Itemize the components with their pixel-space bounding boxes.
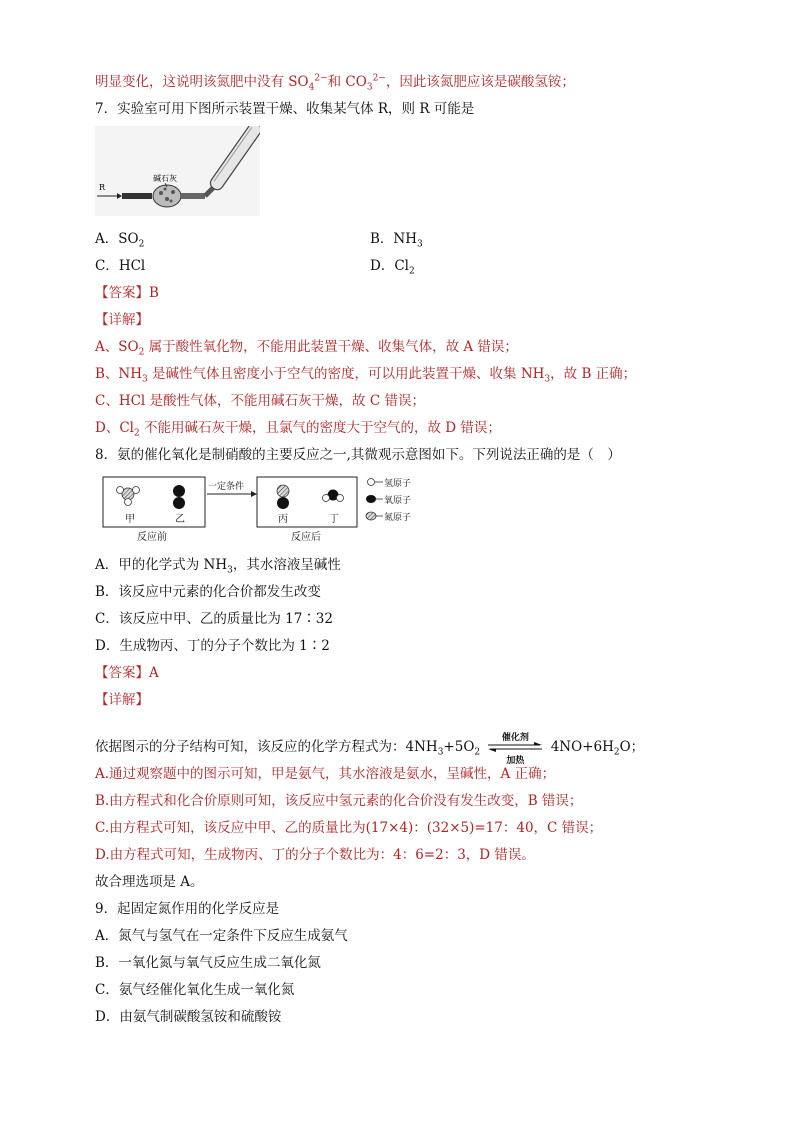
q8-explain-c: C.由方程式可知，该反应中甲、乙的质量比为(17×4)：(32×5)=17：40，C 错误； bbox=[95, 820, 603, 836]
label-condition: 一定条件 bbox=[208, 482, 245, 492]
intro-sub-a: 4 bbox=[308, 82, 315, 93]
q7-option-c: C．HCl bbox=[95, 258, 146, 274]
q8-equation: 依据图示的分子结构可知，该反应的化学方程式为：$4NH_3+5O_2$ 催化剂 加热 $4NO+6H_2O$； bbox=[95, 737, 644, 758]
molecule-yi bbox=[173, 485, 185, 509]
q8-option-d: D．生成物丙、丁的分子个数比为 1∶2 bbox=[95, 638, 330, 654]
box-after bbox=[257, 477, 357, 527]
label-ding: 丁 bbox=[329, 514, 339, 525]
q8-option-b: B．该反应中元素的化合价都发生改变 bbox=[95, 584, 321, 600]
q8-option-c: C．该反应中甲、乙的质量比为 17∶32 bbox=[95, 611, 333, 627]
q7-explain-c: C、HCl 是酸性气体，不能用碱石灰干燥，故 C 错误； bbox=[95, 393, 425, 409]
label-bing: 丙 bbox=[278, 514, 288, 525]
legend-oxygen: 氧原子 bbox=[384, 496, 412, 506]
legend-nitrogen: 氮原子 bbox=[384, 513, 412, 523]
label-R: R bbox=[99, 183, 106, 192]
q8-explain-a: A.通过观察题中的图示可知，甲是氨气，其水溶液是氨水，呈碱性，A 正确； bbox=[95, 766, 556, 782]
q7-apparatus-figure bbox=[95, 126, 260, 216]
molecule-bing bbox=[277, 485, 289, 509]
q7-option-a: A．$SO_2$ bbox=[95, 231, 145, 250]
label-after: 反应后 bbox=[291, 532, 321, 543]
q8-answer: 【答案】A bbox=[95, 665, 159, 681]
label-yi: 乙 bbox=[175, 514, 185, 525]
intro-sub-b: 3 bbox=[366, 82, 373, 93]
q8-stem: 8．氨的催化氧化是制硝酸的主要反应之一,其微观示意图如下。下列说法正确的是（ ） bbox=[95, 447, 621, 463]
box-before bbox=[103, 477, 205, 527]
q9-option-d: D．由氨气制碳酸氢铵和硫酸铵 bbox=[95, 1009, 282, 1025]
q8-explain-b: B.由方程式和化合价原则可知，该反应中氢元素的化合价没有发生改变，B 错误； bbox=[95, 793, 583, 809]
q7-detail-title: 【详解】 bbox=[95, 312, 149, 328]
q7-option-b: B．$NH_3$ bbox=[370, 231, 423, 250]
intro-text-c: ，因此该氮肥应该是碳酸氢铵； bbox=[385, 74, 575, 90]
reaction-arrow bbox=[488, 732, 542, 766]
q9-option-a: A．氮气与氢气在一定条件下反应生成氨气 bbox=[95, 928, 348, 944]
intro-sup-b: 2− bbox=[372, 73, 386, 84]
label-jia: 甲 bbox=[125, 514, 135, 525]
label-catalyst: 催化剂 bbox=[501, 732, 529, 743]
drying-bulb bbox=[153, 185, 181, 207]
q7-explain-d: D、$Cl_2$ 不能用碱石灰干燥，且氯气的密度大于空气的，故 D 错误； bbox=[95, 420, 501, 439]
label-heat: 加热 bbox=[506, 755, 525, 766]
q8-micro-figure bbox=[95, 472, 455, 544]
q7-option-d: D．$Cl_2$ bbox=[370, 258, 415, 277]
molecule-jia bbox=[117, 487, 140, 506]
intro-line bbox=[95, 72, 575, 92]
q9-stem: 9．起固定氮作用的化学反应是 bbox=[95, 901, 280, 917]
molecule-ding bbox=[323, 490, 344, 502]
q7-stem: 7．实验室可用下图所示装置干燥、收集某气体 R，则 R 可能是 bbox=[95, 101, 475, 117]
q8-conclusion: 故合理选项是 A。 bbox=[95, 874, 204, 890]
inlet-tube bbox=[122, 193, 152, 199]
q7-explain-a: A、$SO_2$ 属于酸性氧化物，不能用此装置干燥、收集气体，故 A 错误； bbox=[95, 339, 518, 358]
q8-detail-title: 【详解】 bbox=[95, 692, 149, 708]
q8-option-a: A．甲的化学式为 $NH_3$，其水溶液呈碱性 bbox=[95, 557, 341, 576]
q7-explain-b: B、$NH_3$ 是碱性气体且密度小于空气的密度，可以用此装置干燥、收集 $NH_3$，故 B 正确； bbox=[95, 366, 637, 385]
label-soda-lime: 碱石灰 bbox=[153, 174, 177, 183]
q8-explain-d: D.由方程式可知，生成物丙、丁的分子个数比为：4：6=2：3，D 错误。 bbox=[95, 847, 535, 863]
legend-hydrogen: 氢原子 bbox=[384, 479, 412, 489]
intro-text-b: 和 CO bbox=[327, 74, 367, 90]
label-before: 反应前 bbox=[137, 532, 167, 543]
q9-option-b: B．一氧化氮与氧气反应生成二氧化氮 bbox=[95, 955, 321, 971]
q7-answer: 【答案】B bbox=[95, 285, 159, 301]
intro-text-a: 明显变化，这说明该氮肥中没有 SO bbox=[95, 74, 309, 90]
legend bbox=[366, 477, 411, 523]
q9-option-c: C．氨气经催化氧化生成一氧化氮 bbox=[95, 982, 295, 998]
intro-sup-a: 2− bbox=[314, 73, 328, 84]
